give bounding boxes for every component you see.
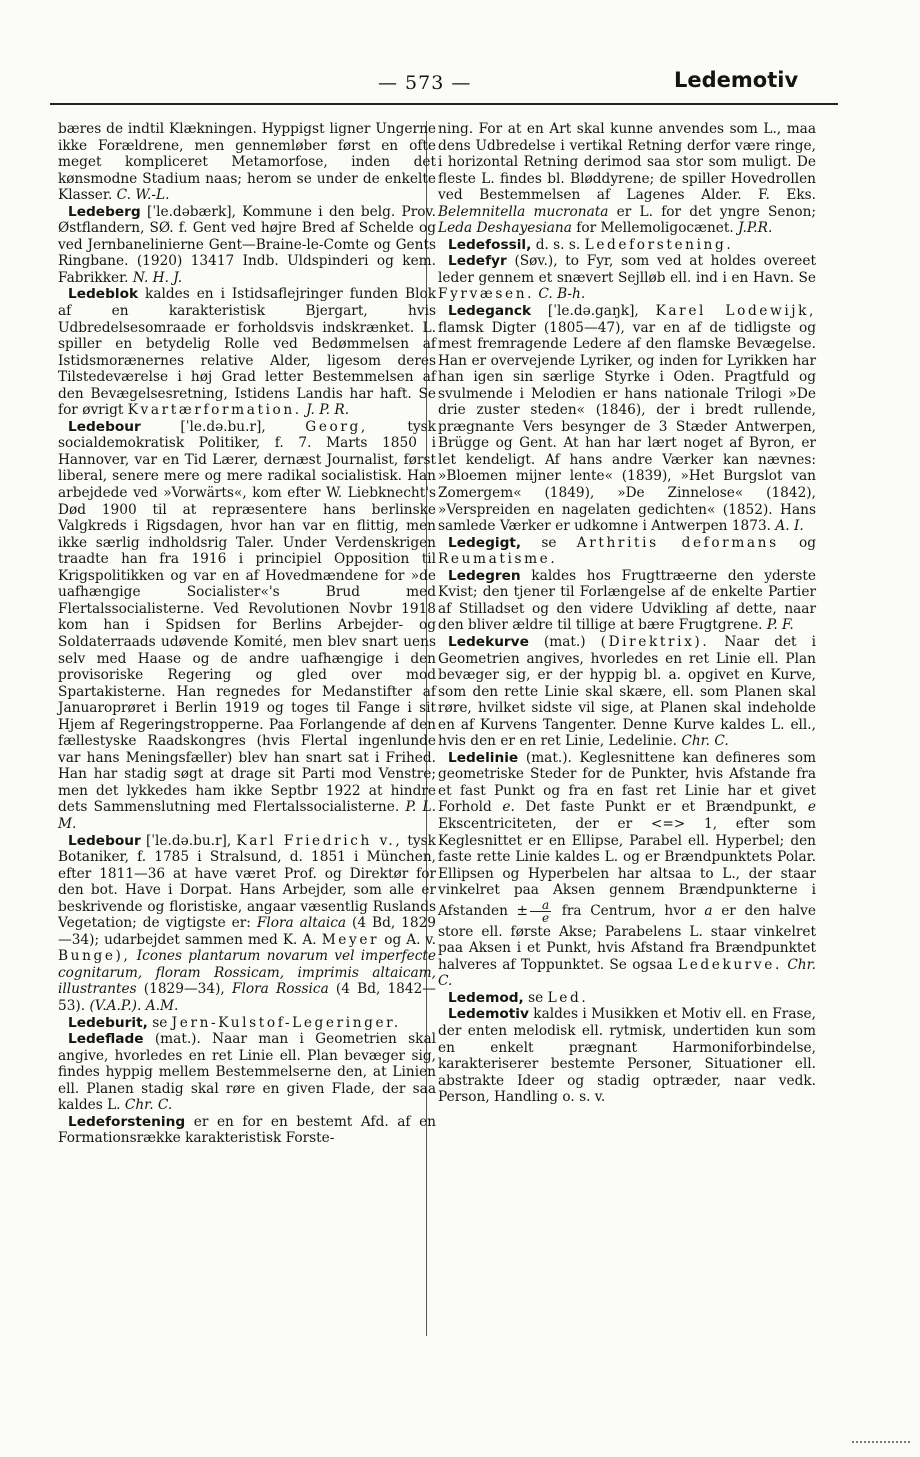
headword: Ledeberg [68,203,141,220]
cross-reference: Ledekurve. [678,956,782,973]
entry-ledeberg: Ledeberg [ˈle.dəbærk], Kommune i den belg. Prov. Østflandern, SØ. f. Gent ved højre Bred af Schelde og ved Jernbanelinierne Gent—Braine-le-Comte og Gents Ringbane. (1920) 13417 Indb. Uldspinderi og kem. Fabrikker. N. H. J. [58,203,436,286]
headword: Ledefossil, [448,236,532,253]
entry-ledefyr: Ledefyr (Søv.), to Fyr, som ved at holdes overeet leder gennem et snævert Sejlløb ell. ind i en Havn. Se Fyrvæsen. C. B-h. [438,253,816,303]
cross-reference: Ledeforstening. [584,236,734,253]
right-column [438,121,816,1106]
fraction-denominator: e [542,910,550,925]
entry-ledeforstening: Ledeforstening er en for en bestemt Afd. af en Formationsrække karakteristisk Forste- [58,1113,436,1147]
entry-ledemod: Ledemod, se Led. [448,989,589,1006]
headword: Ledemod, [448,989,524,1006]
headword: Ledefyr [448,253,507,270]
headword: Ledegren [448,567,521,584]
headword: Ledeblok [68,286,139,303]
headword: Ledebour [68,418,141,435]
headword: Ledeganck [448,303,532,320]
entry-continuation: bæres de indtil Klækningen. Hyppigst ligner Ungerne ikke Forældrene, men gennemløber først en ofte meget kompliceret Metamorfose, inden det kønsmodne Stadium naas; herom se under de enkelte Klasser. C. W.-L. [58,121,436,204]
cross-reference: Led. [547,989,589,1006]
entry-ledeburit: Ledeburit, se Jern-Kulstof-Legeringer. [68,1014,401,1031]
entry-ledekurve: Ledekurve (mat.) (Direktrix). Naar det i Geometrien angives, hvorledes en ret Linie ell. Plan bevæger sig, er der hyppig bl. a. opgivet en Kurve, som den rette Linie skal skære, ell. som Planen skal røre, hvilket sidste vil sige, at Planen skal indeholde en af Kurvens Tangenter. Denne Kurve kaldes L. ell., hvis den er en ret Linie, Ledelinie. Chr. C. [438,633,816,750]
fraction-numerator: a [530,899,551,912]
cross-reference: Reumatisme. [438,551,558,568]
relation-symbol: <=> [650,815,686,832]
running-head: Ledemotiv [674,68,799,92]
headword: Ledeflade [68,1031,144,1048]
entry-ledegren: Ledegren kaldes hos Frugttræerne den yderste Kvist; den tjener til Forlængelse af de enkelte Partier af Stilladset og den videre Udvikling af dette, naar den bliver ældre til tillige at bære Frugtgrene. P. F. [438,567,816,634]
plus-minus-symbol: ± [516,902,528,919]
cross-reference: Kvartærformation. [127,402,302,419]
headword: Ledemotiv [448,1006,529,1023]
entry-ledeganck: Ledeganck [ˈle.də.gaŋk], Karel Lodewijk, flamsk Digter (1805—47), var en af de tidligste og mest fremragende Ledere af den flamske Bevægelse. Han er overvejende Lyriker, og inden for Lyrikken har han igen sin særlige Styrke i Oden. Pragtfuld og svulmende i Melodien er hans nationale Trilogi »De drie zuster steden« (1846), der i bredt rullende, prægnante Vers besynger de 3 Stæder Antwerpen, Brügge og Gent. At han har lært noget af Byron, er let kendeligt. Af hans andre Værker kan nævnes: »Bloemen mijner lente« (1839), »Het Burgslot van Zomergem« (1849), »De Zinnelose« (1842), »Verspreiden en nagelaten gedichten« (1852). Hans samlede Værker er udkomne i Antwerpen 1873. A. I. [438,303,816,535]
header-rule [50,103,838,105]
fraction [530,899,551,924]
page-number: — 573 — [378,72,472,94]
entry-ledefossil: Ledefossil, d. s. s. Ledeforstening. [448,236,734,253]
entry-ledeflade: Ledeflade (mat.). Naar man i Geometrien skal angive, hvorledes en ret Linie ell. Plan bevæger sig, findes hyppig mellem Bestemmelserne den, at Linien ell. Planen stadig skal røre en given Flade, der saa kaldes L. Chr. C. [58,1031,436,1114]
cross-reference: Jern-Kulstof-Legeringer. [171,1014,401,1031]
left-column [58,121,436,1147]
headword: Ledeforstening [68,1113,186,1130]
headword: Ledegigt, [448,534,522,551]
headword: Ledekurve [448,633,529,650]
entry-continuation: ning. For at en Art skal kunne anvendes som L., maa dens Udbredelse i vertikal Retning derfor være ringe, i horizontal Retning derimod saa stor som muligt. De fleste L. findes bl. Bløddyrene; de spiller Hovedrollen ved Bestemmelsen af Lagenes Alder. F. Eks. Belemnitella mucronata er L. for det yngre Senon; Leda Deshayesiana for Mellemoligocænet. J.P.R. [438,121,816,237]
entry-ledebour-karl: Ledebour [ˈle.də.bu.r], Karl Friedrich v., tysk Botaniker, f. 1785 i Stralsund, d. 1851 i München, efter 1811—36 at have været Prof. og Direktør for den bot. Have i Dorpat. Hans Arbejder, som alle er beskrivende og floristiske, angaar væsentlig Ruslands Vegetation; de vigtigste er: Flora altaica (4 Bd, 1829—34); udarbejdet sammen med K. A. Meyer og A. v. Bunge), Icones plantarum novarum vel imperfecte cognitarum, floram Rossicam, imprimis altaicam, illustrantes (1829—34), Flora Rossica (4 Bd, 1842—53). (V.A.P.). A.M. [58,832,437,1014]
entry-ledebour-georg: Ledebour [ˈle.də.bu.r], Georg, tysk socialdemokratisk Politiker, f. 7. Marts 1850 i Hannover, var en Tid Lærer, dernæst Journalist, først liberal, senere mere og mere radikal socialistisk. Han arbejdede ved »Vorwärts«, kom efter W. Liebknecht's Død 1900 til at repræsentere hans berlinske Valgkreds i Rigsdagen, hvor han var en flittig, men ikke særlig indholdsrig Taler. Under Verdenskrigen traadte han fra 1916 i principiel Opposition til Krigspolitikken og var en af Hovedmændene for »de uafhængige Socialister«'s Brud med Flertalssocialisterne. Ved Revolutionen Novbr 1918 kom han i Spidsen for Berlins Arbejder- og Soldaterraads udøvende Komité, men blev snart uens selv med Haase og de andre uafhængige i den provisoriske Regering og gled over mod Spartakisterne. Han regnedes for Medanstifter af Januaroprøret i Berlin 1919 og toges til Fange i sit Hjem af Regeringstropperne. Paa Forlangende af den fællestyske Raadskongres (hvis Flertal ingenlunde var hans Meningsfæller) blev han snart sat i Frihed. Han har stadig søgt at drage sit Parti mod Venstre; men det lykkedes ham ikke Septbr 1922 at hindre dets Sammenslutning med Flertalssocialisterne. P. L. M. [58,418,436,832]
entry-ledeblok: Ledeblok kaldes en i Istidsaflejringer funden Blok af en karakteristisk Bjergart, hvis Udbredelsesomraade er forholdsvis indskrænket. L. spiller en betydelig Rolle ved Bedømmelsen af Istidsmorænernes relative Alder, ligesom deres Tilstedeværelse i høj Grad letter Bestemmelsen af den Bevægelsesretning, Istidens Landis har haft. Se for øvrigt Kvartærformation. J. P. R. [58,286,436,419]
scan-edge-mark [852,1441,912,1443]
cross-reference: Arthritis deformans [576,534,779,551]
entry-ledegigt: Ledegigt, se Arthritis deformans og Reumatisme. [438,534,816,568]
entry-ledemotiv: Ledemotiv kaldes i Musikken et Motiv ell. en Frase, der enten melodisk ell. rytmisk, undertiden kun som en enkelt prægnant Harmoniforbindelse, karakteriserer bestemte Personer, Situationer ell. abstrakte Ideer og stadig optræder, naar vedk. Person, Handling o. s. v. [438,1006,816,1106]
headword: Ledelinie [448,749,519,766]
entry-ledelinie: Ledelinie (mat.). Keglesnittene kan defineres som geometriske Steder for de Punkter, hvis Afstande fra et fast Punkt og fra en fast ret Linie har et givet Forhold e. Det faste Punkt er et Brændpunkt, e Ekscentriciteten, der er <=> 1, efter som Keglesnittet er en Ellipse, Parabel ell. Hyperbel; den faste rette Linie kaldes L. og er Brændpunktets Polar. Ellipsen og Hyperbelen har altsaa to L., der staar vinkelret paa Aksen gennem Brændpunkterne i Afstanden ± $\frac{a}{e}$ fra Centrum, hvor a er den halve store ell. første Akse; Parabelens L. staar vinkelret paa Aksen i et Punkt, hvis Afstand fra Brændpunktet halveres af Toppunktet. Se ogsaa Ledekurve. Chr. C. [438,749,816,990]
headword: Ledeburit, [68,1014,148,1031]
cross-reference: Fyrvæsen. [438,286,535,303]
headword: Ledebour [68,832,141,849]
